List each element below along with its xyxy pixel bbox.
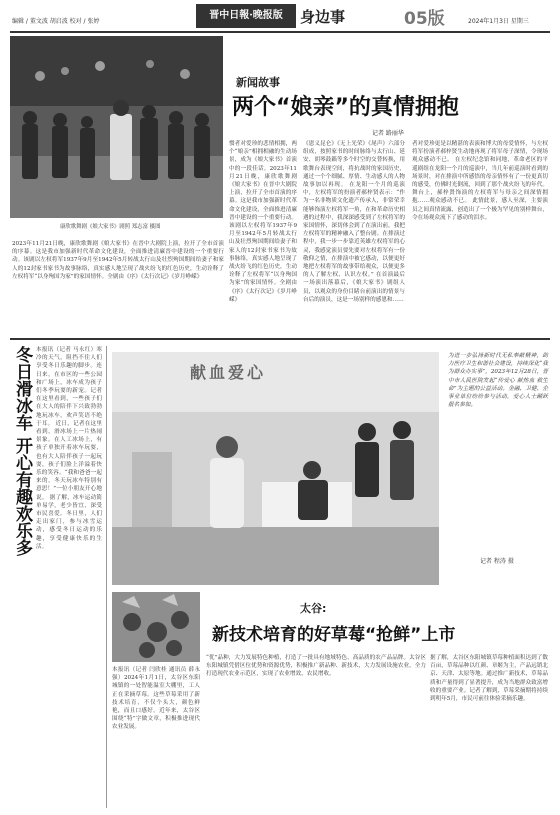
section-title: 身边事	[300, 8, 346, 26]
opera-photo	[10, 36, 223, 218]
story1-col-a-date: 2023年11月21日晚，康欣歌舞剧《娘大家书》在晋中大剧院上演，拉开了全市首演的序幕。这是我市加强新时代革命文化建设，全面推进清廉晋中建设的一个重要行动。该剧以左权将军1937年9月至1942年5月转战太行山及壮烈殉国期间给妻子和家人的12封家书家书为故事脉络，真实感人地呈现了战火纷飞的红色历史，生动诠释了左权将军“以身殉国为家”的家国情怀。全剧由《序》《太行次记》《岁月峥嵘》	[229, 165, 297, 303]
story2-p1: 本报讯（记者 马永红）寒冷的天气，阻挡不住人们享受冬日乐趣的脚步。连日来，在市区的一些公园和广场上，冰车成为孩子们冬季玩耍的新宠。记者在这里看到，一些孩子们在大人的陪伴下兴致勃勃地玩冰车，欢声笑语不绝于耳。	[36, 347, 102, 427]
masthead-rule	[10, 31, 550, 33]
story1-col-b-p3: 在首演最后一场演出落幕后，《娘大家书》剧组人员，以观众的身份目睹台前演出的情景与台后的演员，这是一场别样的感恩和……	[303, 272, 405, 303]
story1-column-b	[303, 140, 405, 334]
story1-column-a	[229, 140, 297, 303]
photo2-caption: 为进一步弘扬新时代无私奉献精神，助力医疗卫生和谐社会建设，持续深化“我为群众办实事”，2023年12月28日，晋中市人民医院发起“传爱心 献热血 救生命”为主题的公益活动。金融、卫健、企事业单位纷纷参与活动，爱心人士踊跃报名参加。	[448, 353, 548, 409]
story3-column-a: 本报讯（记者 闫欣桂 通讯员 薛永强）2024年1月1日，太谷区东阳城镇的一处智能温室大棚里，工人正在采摘草莓。这些草莓采用了新技术培育，不仅个头大，颜色鲜艳，而且口感好。近年来，太谷区围绕“特”字做文章，积极推进现代农业发展。	[112, 667, 200, 731]
blood-donation-photo	[112, 352, 439, 585]
story1-section-tag: 新闻故事	[236, 76, 280, 89]
story3-location-tag: 太谷:	[300, 602, 327, 615]
story2-body	[36, 346, 102, 808]
story1-col-c-p3: 舞台上，郝梓贤饰演的左权将军与母亲之间深情拥抱……观众感动不已。	[412, 190, 548, 205]
story2-p2: 近日，记者在这里看到，滑冰场上一片热闹景象。在人工冰场上，有孩子单独开着冰车玩耍，也有大人陪伴孩子一起玩耍，孩子们脸上洋溢着快乐的笑容。“我和爸爸一起来的，冬天玩冰车特别有意思！”一位小朋友开心地说。	[36, 420, 102, 501]
opera-photo-caption: 康欣歌舞剧《娘大家书》剧照 郑志富 摄图	[60, 224, 161, 230]
story1-column-c	[412, 140, 548, 334]
editor-credits: 编辑 / 董文波 胡启波 校对 / 张婷	[12, 18, 100, 25]
story1-column-a2: 2023年11月21日晚，康欣歌舞剧《娘大家书》在晋中大剧院上演，拉开了全市首演的序幕。这是我市加强新时代革命文化建设，全面推进清廉晋中建设的一个重要行动。该剧以左权将军1937年9月至1942年5月转战太行山及壮烈殉国期间给妻子和家人的12封家书家书为故事脉络，真实感人地呈现了战火纷飞的红色历史，生动诠释了左权将军“以身殉国为家”的家国情怀。全剧由《序》《太行次记》《岁月峥嵘》	[12, 241, 224, 280]
story1-byline: 记者 路丽华	[372, 130, 404, 137]
story1-col-b-p1: 《恩义昆仑》《无上光荣》《尾声》六部分组成，按照家书的时间脉络与太行山、延安、胡琴鼓籁等多个时空的交替转换，用歌舞台表现空间，将抗战时的家国历史，通过一个个细腻、厚情、生动感人的人物故事加以再现。	[303, 141, 405, 189]
paper-logo: 晋中日報·晚报版	[196, 4, 296, 28]
story2-headline: 冬日滑冰车 开心有趣欢乐多	[12, 346, 32, 556]
story1-col-c-p4: 此情此景，感人至深，主要演员之间真情流露，创造出了一个极为罕见的别样舞台，令在场观众流下了感动的泪水。	[412, 198, 548, 221]
column-divider	[106, 346, 107, 808]
story1-col-b-p2: 在龙阳一个月的巡演中，左权将军的扮演者郝梓贤表示：“作为一名非物质文化遗产传承人，非常荣幸能够饰演左权将军一角，在和革命历史相遇的过程中，我深深感受到了左权将军的家国情怀，深切体会到了在演出前，我把左权将军的精神融入了整台剧。在排演过程中，我一步一步靠近英雄左权将军的心灵，我感觉演员要先要对左权将军有一份敬仰之情，在排演中被它感动，以便更好地把左权将军的故事带给观众，以便更多的人了解左权、认识左权。”	[303, 182, 405, 279]
photo2-credit: 记者 程涛 摄	[480, 558, 514, 565]
story3-headline: 新技术培育的好草莓“抢鲜”上市	[212, 625, 456, 645]
section-divider	[10, 338, 550, 340]
issue-date: 2024年1月3日 星期三	[468, 18, 529, 25]
strawberry-photo	[112, 592, 200, 662]
photo-banner-text: 献血爱心	[190, 363, 267, 382]
story1-col-a-lead: 惯者对爱珍的悲情相拥，两个“娘亲”相拥相融的生动场景，成为《娘大家书》首演中的一段佳话。	[229, 141, 297, 172]
story1-col-c-p1: 者对爱珍更是以精湛的表演和博大的母爱情怀，与左权将军扮演者郝梓贤生动地再现了将军母子深情，令现场观众感动不已。	[412, 141, 548, 164]
story3-column-c: 据了解，太谷区东阳城镇草莓种植面积达到了数百亩，草莓品种以红颜、章姬为主，产品远销北京、天津、太原等地。通过推广新技术，草莓品质和产量得到了显著提升，成为当地群众致富增收的重要产业。记者了解到，草莓采摘期将持续到明年5月，市民可前往体验采摘乐趣。	[430, 655, 548, 703]
story1-headline: 两个“娘亲”的真情拥抱	[232, 95, 459, 120]
page-number: 05版	[404, 9, 445, 29]
story3-column-b: “优”品种，大力发展特色种植，打造了一批具有地域特色、高品质的农产品品牌。太谷区东阳城镇凭借区位优势和资源优势，积极推广新品种、新技术，大力发展设施农业，全力打造现代农业示范区，实现了农业增效、农民增收。	[206, 655, 426, 678]
story2-p3: 据了解，冰车运动简单易学，老少皆宜，深受市民喜爱。冬日里，人们走出家门，参与冰雪运动，感受冬日运动的乐趣，享受健康快乐的生活。	[36, 494, 102, 550]
story1-col-c-p2: 在左权纪念馆和同地，革命老区的平遥剧组在龙阳一个月的巡演中，当几年前巡演时看到的场景时，对在排演中所感悟的母亲情怀有了一份更真切的感受，仿佛时光倒流，回到了那个战火纷飞的年代。	[412, 157, 548, 189]
